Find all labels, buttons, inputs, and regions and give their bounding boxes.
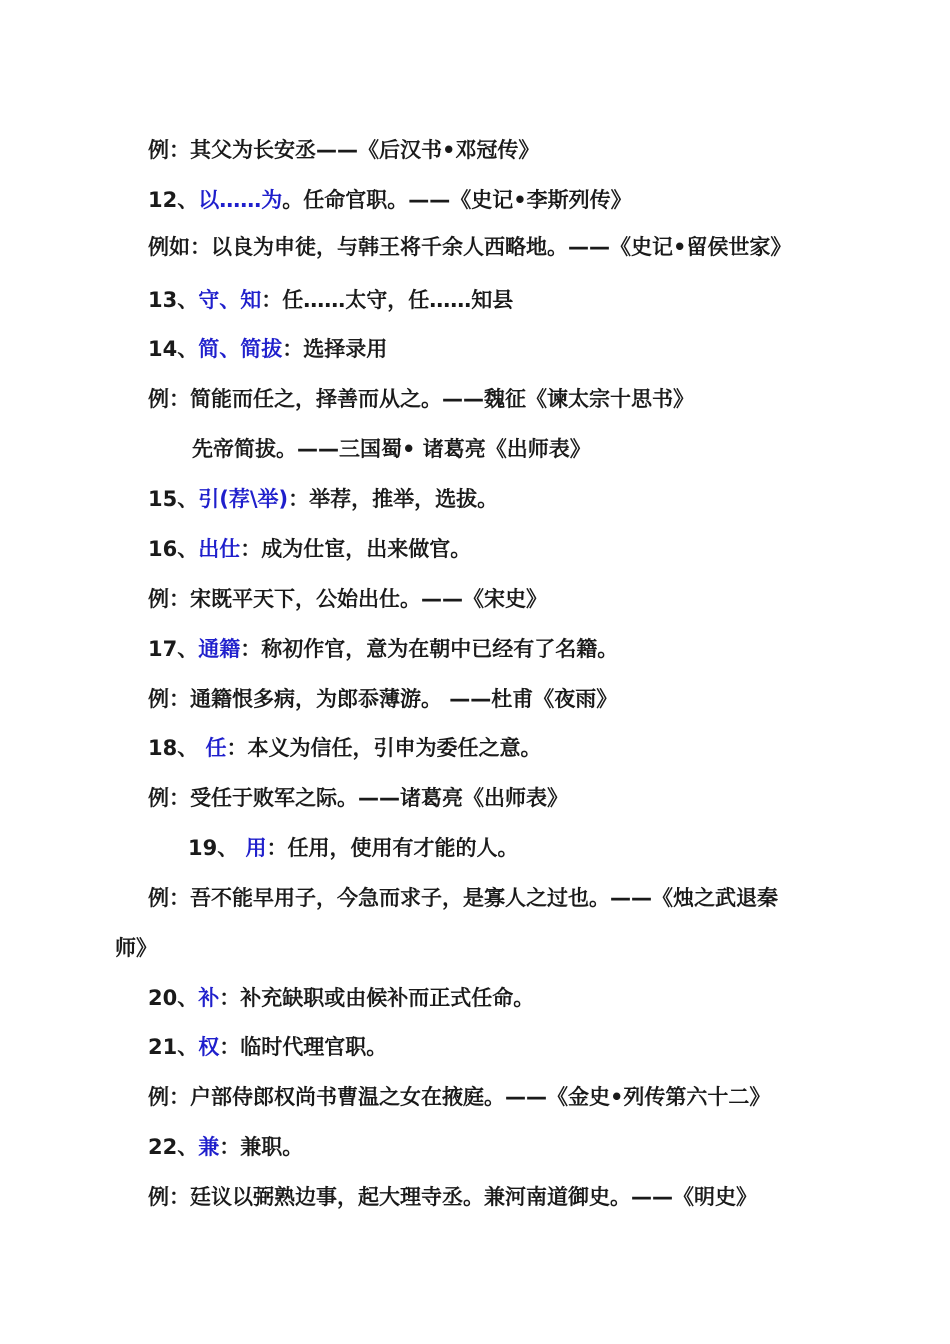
line-text: 以良为申徒，与韩王将千余人西略地。——《史记•留侯世家》 (211, 235, 792, 259)
entry-number: 19、 (188, 836, 246, 860)
entry-keyword: 补 (198, 986, 220, 1010)
entry-definition: ：临时代理官职。 (219, 1035, 388, 1059)
entry-number: 22、 (148, 1135, 199, 1159)
entry-definition: ：补充缺职或由候补而正式任命。 (219, 986, 535, 1010)
entry-number: 18、 (148, 736, 206, 760)
example-line (148, 684, 617, 714)
entry-14 (148, 334, 387, 364)
entry-keyword: 出仕 (198, 537, 241, 561)
line-text: 宋既平天下，公始出仕。——《宋史》 (190, 587, 547, 611)
example-line (148, 1082, 770, 1112)
example-line-wrap (115, 933, 157, 963)
entry-keyword: 通籍 (198, 637, 241, 661)
entry-20 (148, 983, 534, 1013)
line-text: 师》 (115, 936, 157, 960)
entry-number: 14、 (148, 337, 199, 361)
line-prefix: 例： (148, 687, 190, 711)
line-text: 吾不能早用子，今急而求子，是寡人之过也。——《烛之武退秦 (190, 886, 778, 910)
entry-number: 21、 (148, 1035, 199, 1059)
entry-keyword: 简、简拔 (198, 337, 283, 361)
entry-keyword: 引(荐\举) (198, 487, 289, 511)
entry-definition: ：举荐，推举，选拔。 (288, 487, 499, 511)
example-line (148, 135, 539, 165)
entry-definition: ：任用，使用有才能的人。 (266, 836, 519, 860)
example-line (148, 783, 568, 813)
line-prefix: 例： (148, 1085, 190, 1109)
example-line (148, 1182, 757, 1212)
entry-keyword: 用 (245, 836, 267, 860)
line-prefix: 例： (148, 138, 190, 162)
entry-definition: ：兼职。 (219, 1135, 304, 1159)
line-prefix: 例： (148, 786, 190, 810)
example-line-continued (192, 434, 591, 464)
entry-16 (148, 534, 471, 564)
entry-18 (148, 733, 542, 763)
line-prefix: 例： (148, 387, 190, 411)
example-line (148, 883, 778, 913)
entry-22 (148, 1132, 303, 1162)
entry-keyword: 兼 (198, 1135, 220, 1159)
entry-21 (148, 1032, 387, 1062)
entry-definition: ：成为仕宦，出来做官。 (240, 537, 472, 561)
example-line (148, 232, 791, 262)
entry-17 (148, 634, 618, 664)
line-text: 受任于败军之际。——诸葛亮《出师表》 (190, 786, 568, 810)
entry-19 (188, 833, 519, 863)
line-text: 通籍恨多病，为郎忝薄游。 ——杜甫《夜雨》 (190, 687, 618, 711)
entry-15 (148, 484, 498, 514)
entry-number: 13、 (148, 288, 199, 312)
entry-13 (148, 285, 513, 315)
entry-keyword: 权 (198, 1035, 220, 1059)
line-text: 廷议以弼熟边事，起大理寺丞。兼河南道御史。——《明史》 (190, 1185, 757, 1209)
line-prefix: 例： (148, 1185, 190, 1209)
entry-12 (148, 185, 632, 215)
line-prefix: 例如： (148, 235, 211, 259)
entry-definition: ：称初作官，意为在朝中已经有了名籍。 (240, 637, 619, 661)
entry-number: 20、 (148, 986, 199, 1010)
line-prefix: 例： (148, 886, 190, 910)
entry-number: 16、 (148, 537, 199, 561)
entry-number: 15、 (148, 487, 199, 511)
line-prefix: 例： (148, 587, 190, 611)
line-text: 简能而任之，择善而从之。——魏征《谏太宗十思书》 (190, 387, 694, 411)
entry-keyword: 以……为 (198, 188, 283, 212)
line-text: 先帝简拔。——三国蜀• 诸葛亮《出师表》 (192, 437, 591, 461)
example-line (148, 384, 694, 414)
line-text: 其父为长安丞——《后汉书•邓冠传》 (190, 138, 540, 162)
entry-definition: ：选择录用 (282, 337, 388, 361)
entry-keyword: 任 (205, 736, 227, 760)
entry-definition: 。任命官职。——《史记•李斯列传》 (282, 188, 632, 212)
line-text: 户部侍郎权尚书曹温之女在掖庭。——《金史•列传第六十二》 (190, 1085, 771, 1109)
entry-definition: ：本义为信任，引申为委任之意。 (226, 736, 542, 760)
example-line (148, 584, 547, 614)
entry-definition: ：任……太守，任……知县 (261, 288, 514, 312)
entry-number: 17、 (148, 637, 199, 661)
entry-keyword: 守、知 (198, 288, 262, 312)
entry-number: 12、 (148, 188, 199, 212)
